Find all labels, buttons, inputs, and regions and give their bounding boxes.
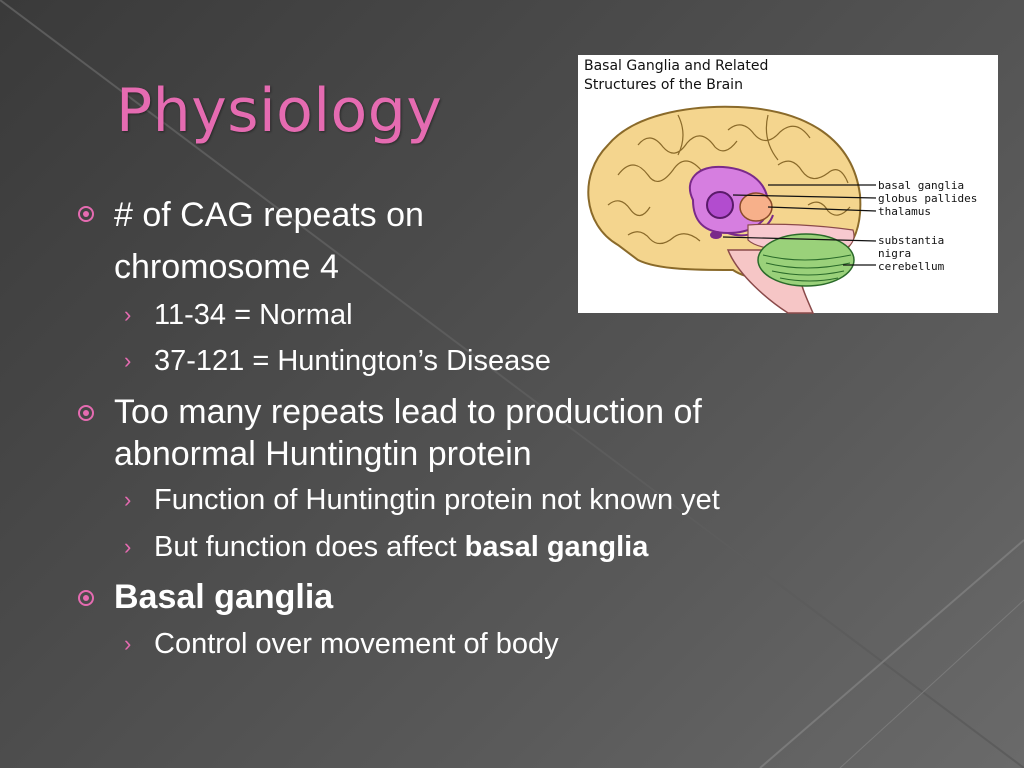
chevron-right-icon: ›: [124, 631, 132, 656]
thalamus-shape: [740, 193, 772, 221]
label-basal-ganglia: basal ganglia: [878, 179, 965, 192]
target-bullet-icon: [78, 206, 94, 222]
figure-title-line2: Structures of the Brain: [584, 77, 743, 93]
bullet-1-sub-1: 11-34 = Normal: [154, 299, 353, 331]
bullet-1-line1: # of CAG repeats on: [114, 196, 424, 234]
slide-title: Physiology: [116, 76, 443, 146]
figure-title-line1: Basal Ganglia and Related: [584, 58, 769, 74]
globus-pallidus-shape: [707, 192, 733, 218]
label-cerebellum: cerebellum: [878, 260, 945, 273]
chevron-right-icon: ›: [124, 534, 132, 559]
bullet-2-sub-2: [154, 529, 648, 565]
bullet-2-sub-1: Function of Huntingtin protein not known yet: [154, 484, 720, 516]
chevron-right-icon: ›: [124, 487, 132, 512]
bullet-3-line1: Basal ganglia: [114, 578, 334, 616]
bullet-1-sub-2: 37-121 = Huntington’s Disease: [154, 345, 551, 377]
label-substantia: substantia: [878, 234, 945, 247]
bullet-1-line2: chromosome 4: [114, 248, 339, 286]
target-bullet-icon: [78, 590, 94, 606]
bullet-2-sub-2-bold: basal ganglia: [464, 531, 649, 563]
bullet-2-line2: abnormal Huntingtin protein: [114, 435, 532, 473]
target-bullet-icon: [78, 405, 94, 421]
bullet-2-line1: Too many repeats lead to production of: [114, 393, 702, 431]
bullet-2-sub-2-text: But function does affect: [154, 531, 465, 563]
label-globus-pallides: globus pallides: [878, 192, 978, 205]
chevron-right-icon: ›: [124, 302, 132, 327]
label-thalamus: thalamus: [878, 205, 931, 218]
bullet-3-sub-1: Control over movement of body: [154, 628, 559, 660]
chevron-right-icon: ›: [124, 348, 132, 373]
label-nigra: nigra: [878, 247, 912, 260]
